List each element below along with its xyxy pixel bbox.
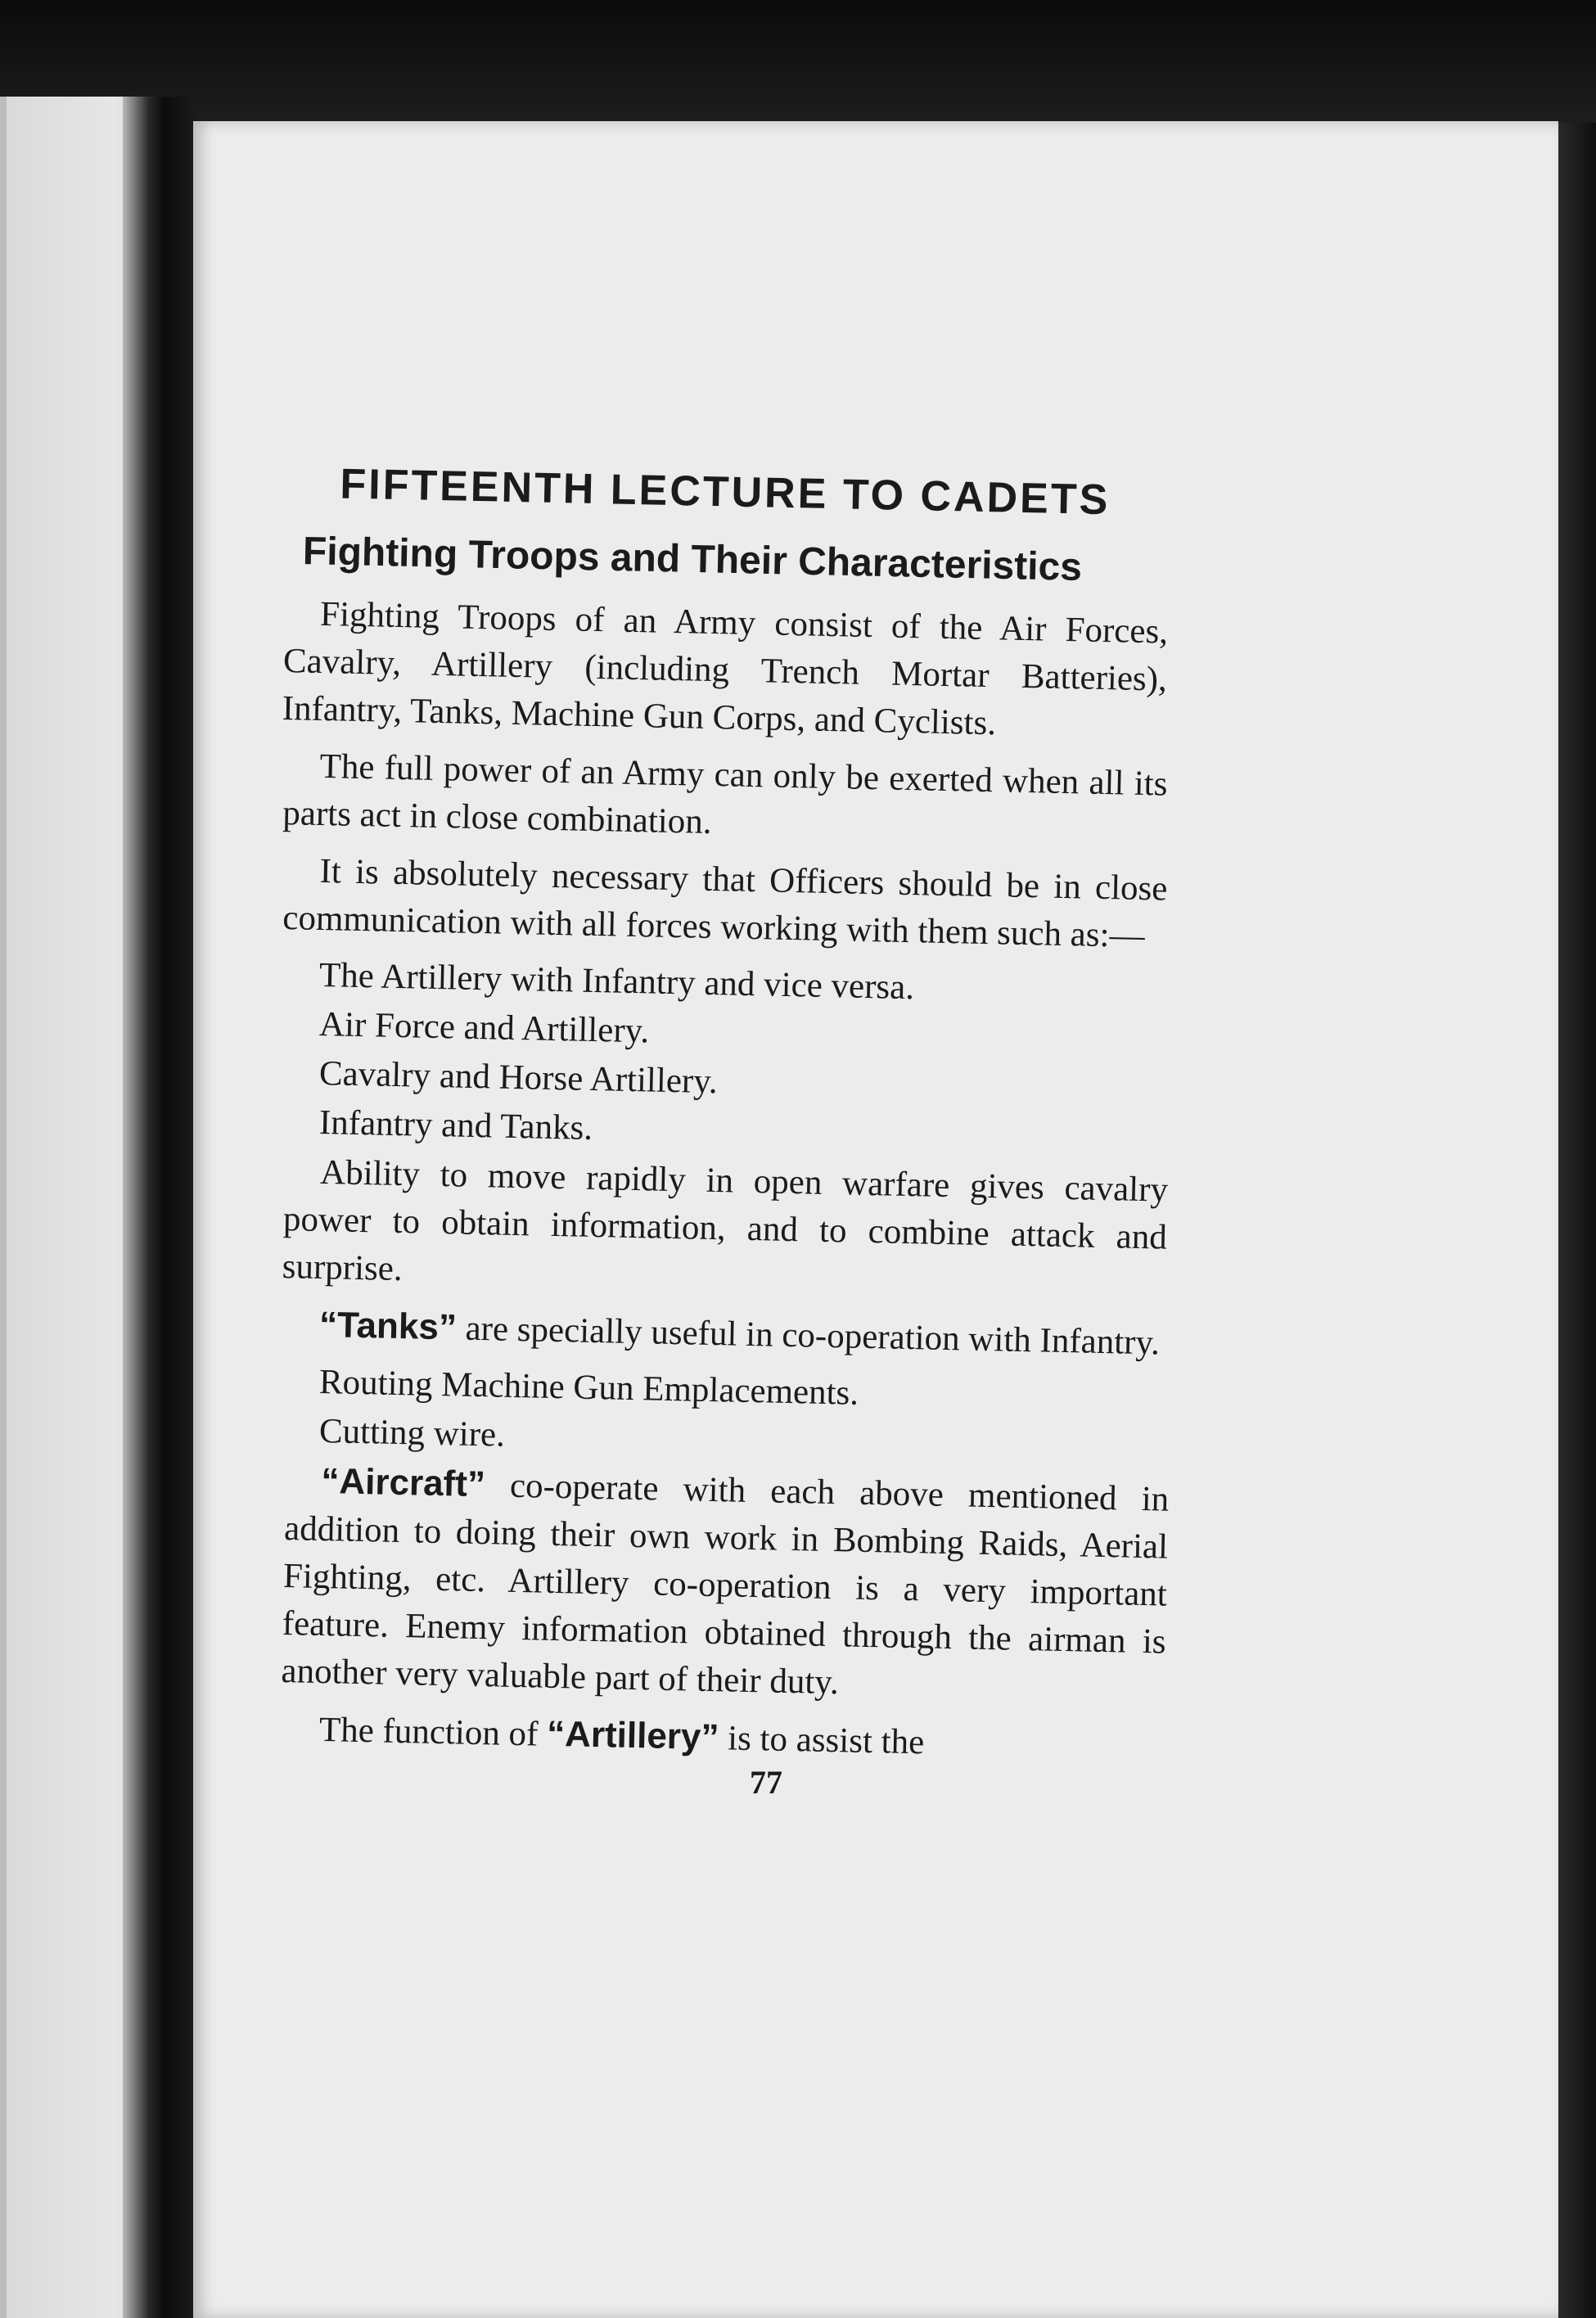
paragraph-cavalry: Ability to move rapidly in open warfare gives cavalry power to obtain information, and to combine attack and surprise. <box>282 1152 1169 1289</box>
page-number: 77 <box>750 1764 782 1801</box>
scan-background-top <box>0 0 1596 123</box>
facing-page-border <box>0 97 7 2318</box>
aircraft-text: co-operate with each above mentioned in addition to doing their own work in Bombing Raids, Aerial Fighting, etc. Artillery co-operation is a very important feature. Enemy information obtained through the airman is another very valuable part of their duty. <box>281 1466 1170 1702</box>
tanks-keyword: “Tanks” <box>318 1304 458 1348</box>
aircraft-keyword: “Aircraft” <box>320 1460 486 1505</box>
lecture-title: FIFTEENTH LECTURE TO CADETS <box>339 460 1111 525</box>
scan-background-right <box>1558 123 1596 2318</box>
list-item: Cavalry and Horse Artillery. <box>318 1054 719 1102</box>
book-gutter <box>123 97 196 2318</box>
list-item: Cutting wire. <box>318 1412 506 1454</box>
paragraph-full-power: The full power of an Army can only be exerted when all its parts act in close combination. <box>282 746 1168 841</box>
paragraph-fighting-troops: Fighting Troops of an Army consist of the Air Forces, Cavalry, Artillery (including Trench Mortar Batteries), Infantry, Tanks, Machine Gun Corps, and Cyclists. <box>282 594 1169 743</box>
list-item: The Artillery with Infantry and vice versa. <box>318 956 915 1008</box>
list-item: Air Force and Artillery. <box>318 1005 650 1051</box>
artillery-text-start: The function of <box>318 1710 548 1754</box>
artillery-keyword: “Artillery” <box>546 1713 719 1758</box>
page-content <box>281 458 1170 2014</box>
tanks-text: are specially useful in co-operation with Infantry. <box>456 1309 1161 1363</box>
list-item: Routing Machine Gun Emplacements. <box>318 1363 859 1413</box>
list-item: Infantry and Tanks. <box>318 1103 593 1148</box>
paragraph-communication: It is absolutely necessary that Officers should be in close communication with all forces working with them such as:— <box>282 851 1168 956</box>
paragraph-tanks <box>282 1301 1167 1368</box>
paragraph-aircraft <box>281 1457 1170 1714</box>
artillery-text-end: is to assist the <box>718 1719 925 1762</box>
paragraph-artillery <box>282 1705 1167 1772</box>
section-heading: Fighting Troops and Their Characteristics <box>302 530 1083 589</box>
